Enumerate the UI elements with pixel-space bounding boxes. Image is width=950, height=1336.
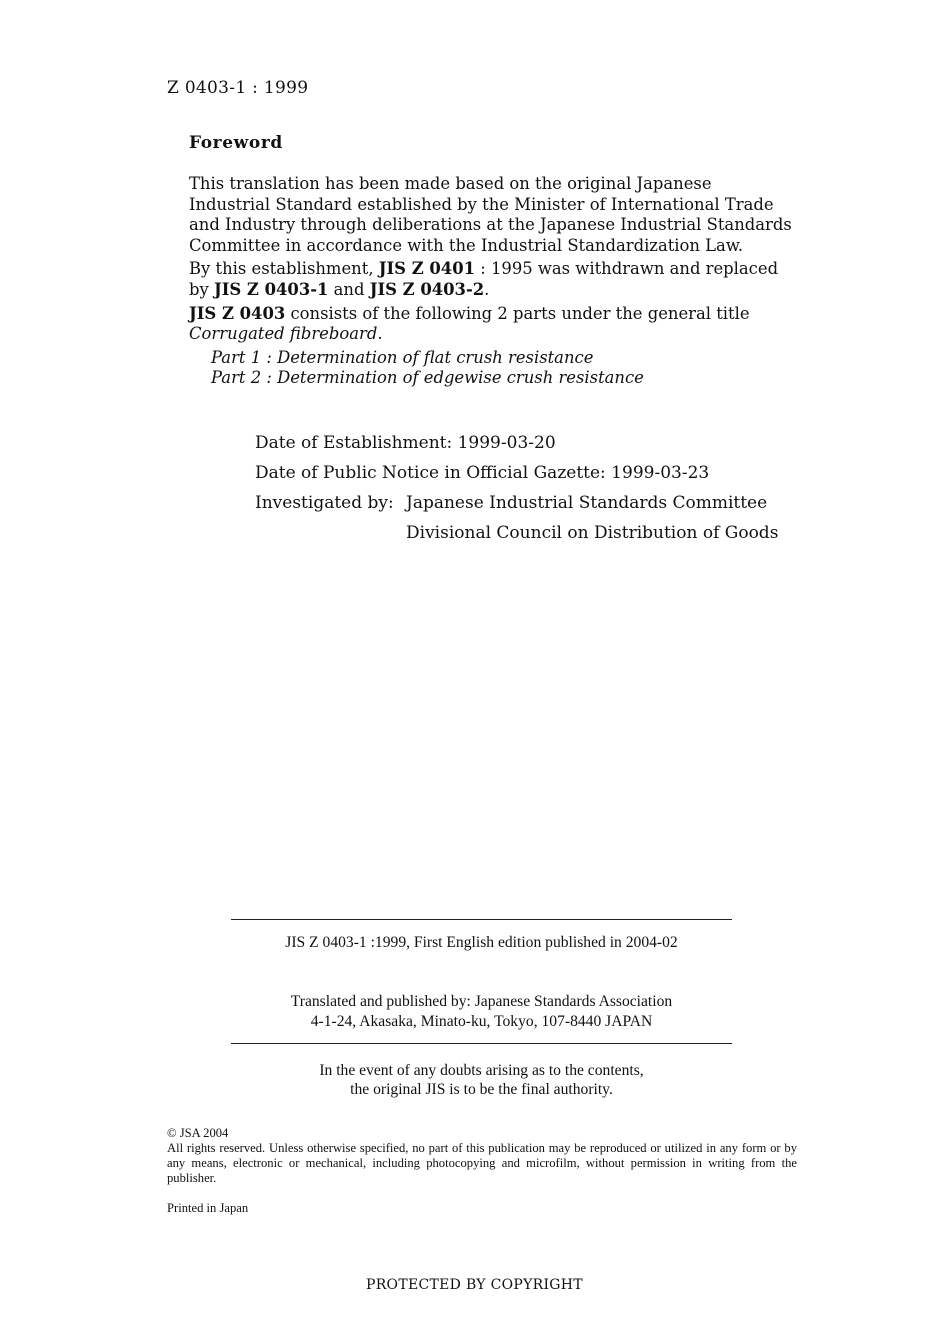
para2-text-1: By this establishment, (189, 259, 379, 279)
date-of-public-notice: Date of Public Notice in Official Gazette: 1999-03-23 (255, 463, 710, 483)
authority-line-1: In the event of any doubts arising as to the contents, (319, 1062, 644, 1079)
foreword-paragraph-3 (189, 304, 795, 345)
part-2-title: Part 2 : Determination of edgewise crush resistance (211, 368, 644, 388)
edition-statement: JIS Z 0403-1 :1999, First English edition published in 2004-02 (285, 934, 678, 951)
part-1-title: Part 1 : Determination of flat crush resistance (211, 347, 594, 367)
copyright-block (167, 1126, 797, 1186)
para2-text-3: and (328, 279, 370, 299)
publisher-line-1: Translated and published by: Japanese Standards Association (290, 993, 673, 1010)
para3-bold-1: JIS Z 0403 (189, 303, 286, 323)
rights-statement: All rights reserved. Unless otherwise specified, no part of this publication may be reproduced or utilized in any form or by any means, electronic or mechanical, including photocopying and microfilm, without permission in writing from the publisher. (167, 1141, 797, 1185)
investigated-by-label: Investigated by: (255, 493, 394, 513)
authority-line-2: the original JIS is to be the final authority. (350, 1081, 613, 1098)
copyright-notice: © JSA 2004 (167, 1126, 229, 1140)
foreword-paragraph-1: This translation has been made based on the original Japanese Industrial Standard established by the Minister of International Trade and Industry through deliberations at the Japanese Industrial Standards Committee in accordance with the Industrial Standardization Law. (189, 174, 792, 255)
foreword-body (189, 174, 795, 389)
para2-text-2: : 1995 was withdrawn and replaced by (189, 259, 779, 299)
para3-text-1: consists of the following 2 parts under the general title (285, 303, 750, 323)
publisher-bottom-rule (231, 1043, 732, 1044)
para2-text-4: . (484, 279, 490, 299)
para2-bold-2: JIS Z 0403-1 (213, 279, 329, 299)
investigated-by-council: Divisional Council on Distribution of Goods (406, 523, 779, 543)
publisher-address: 4-1-24, Akasaka, Minato-ku, Tokyo, 107-8440 JAPAN (310, 1013, 653, 1030)
para2-bold-3: JIS Z 0403-2 (369, 279, 485, 299)
para3-text-2: . (377, 324, 383, 344)
investigated-by-committee: Japanese Industrial Standards Committee (406, 493, 768, 513)
foreword-paragraph-2 (189, 259, 795, 300)
para2-bold-1: JIS Z 0401 (378, 259, 476, 279)
document-number-header: Z 0403-1 : 1999 (167, 78, 309, 98)
foreword-heading: Foreword (189, 133, 283, 153)
protected-by-copyright-footer: PROTECTED BY COPYRIGHT (366, 1277, 583, 1293)
printed-in-japan: Printed in Japan (167, 1201, 249, 1215)
para3-italic-1: Corrugated fibreboard (189, 324, 378, 344)
edition-top-rule (231, 919, 732, 920)
date-of-establishment: Date of Establishment: 1999-03-20 (255, 433, 556, 453)
